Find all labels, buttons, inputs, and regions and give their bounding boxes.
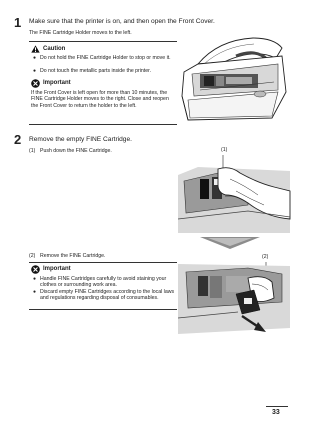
step-2-number: 2 — [14, 132, 22, 147]
important-heading: Important — [43, 80, 71, 86]
important-item: Handle FINE Cartridges carefully to avoid staining your clothes or surrounding work area. — [40, 276, 167, 289]
important-2-top-rule — [29, 262, 177, 263]
substep-1-text: Push down the FINE Cartridge. — [40, 148, 112, 154]
substep-1-label: (1) — [29, 148, 36, 154]
push-cartridge-illustration — [178, 155, 290, 233]
step-2-title: Remove the empty FINE Cartridge. — [29, 136, 132, 143]
important-heading: Important — [43, 266, 71, 272]
important-icon — [31, 79, 40, 88]
bullet-icon: ● — [33, 55, 37, 61]
remove-cartridge-illustration — [178, 258, 290, 338]
important-text: If the Front Cover is left open for more than 10 minutes, the FINE Cartridge Holder moves to the right. Close and reopen the Front Cover to return the holder to the left. — [31, 90, 169, 109]
caution-item: Do not touch the metallic parts inside the printer. — [40, 68, 152, 74]
figure-1-callout: (1) — [221, 147, 228, 153]
step-1-number: 1 — [14, 15, 22, 30]
caution-item: Do not hold the FINE Cartridge Holder to stop or move it. — [40, 55, 171, 61]
caution-heading: Caution — [43, 46, 66, 52]
bullet-icon: ● — [33, 276, 37, 282]
page-number-rule — [266, 406, 288, 407]
caution-icon — [31, 45, 40, 53]
substep-2-text: Remove the FINE Cartridge. — [40, 253, 106, 259]
important-icon — [31, 265, 40, 274]
important-2-bottom-rule — [29, 309, 177, 310]
substep-2-label: (2) — [29, 253, 36, 259]
printer-open-cover-illustration — [178, 34, 290, 132]
page-number: 33 — [272, 409, 280, 416]
bullet-icon: ● — [33, 289, 37, 295]
figure-2-callout: (2) — [262, 254, 269, 260]
caution-top-rule — [29, 41, 177, 42]
important-item: Discard empty FINE Cartridges according to the local laws and regulations regarding disposal of consumables. — [40, 289, 175, 302]
important-bottom-rule — [29, 124, 177, 125]
down-arrow-icon — [200, 236, 260, 250]
step-1-title: Make sure that the printer is on, and then open the Front Cover. — [29, 18, 215, 25]
step-1-description: The FINE Cartridge Holder moves to the left. — [29, 30, 132, 36]
bullet-icon: ● — [33, 68, 37, 74]
